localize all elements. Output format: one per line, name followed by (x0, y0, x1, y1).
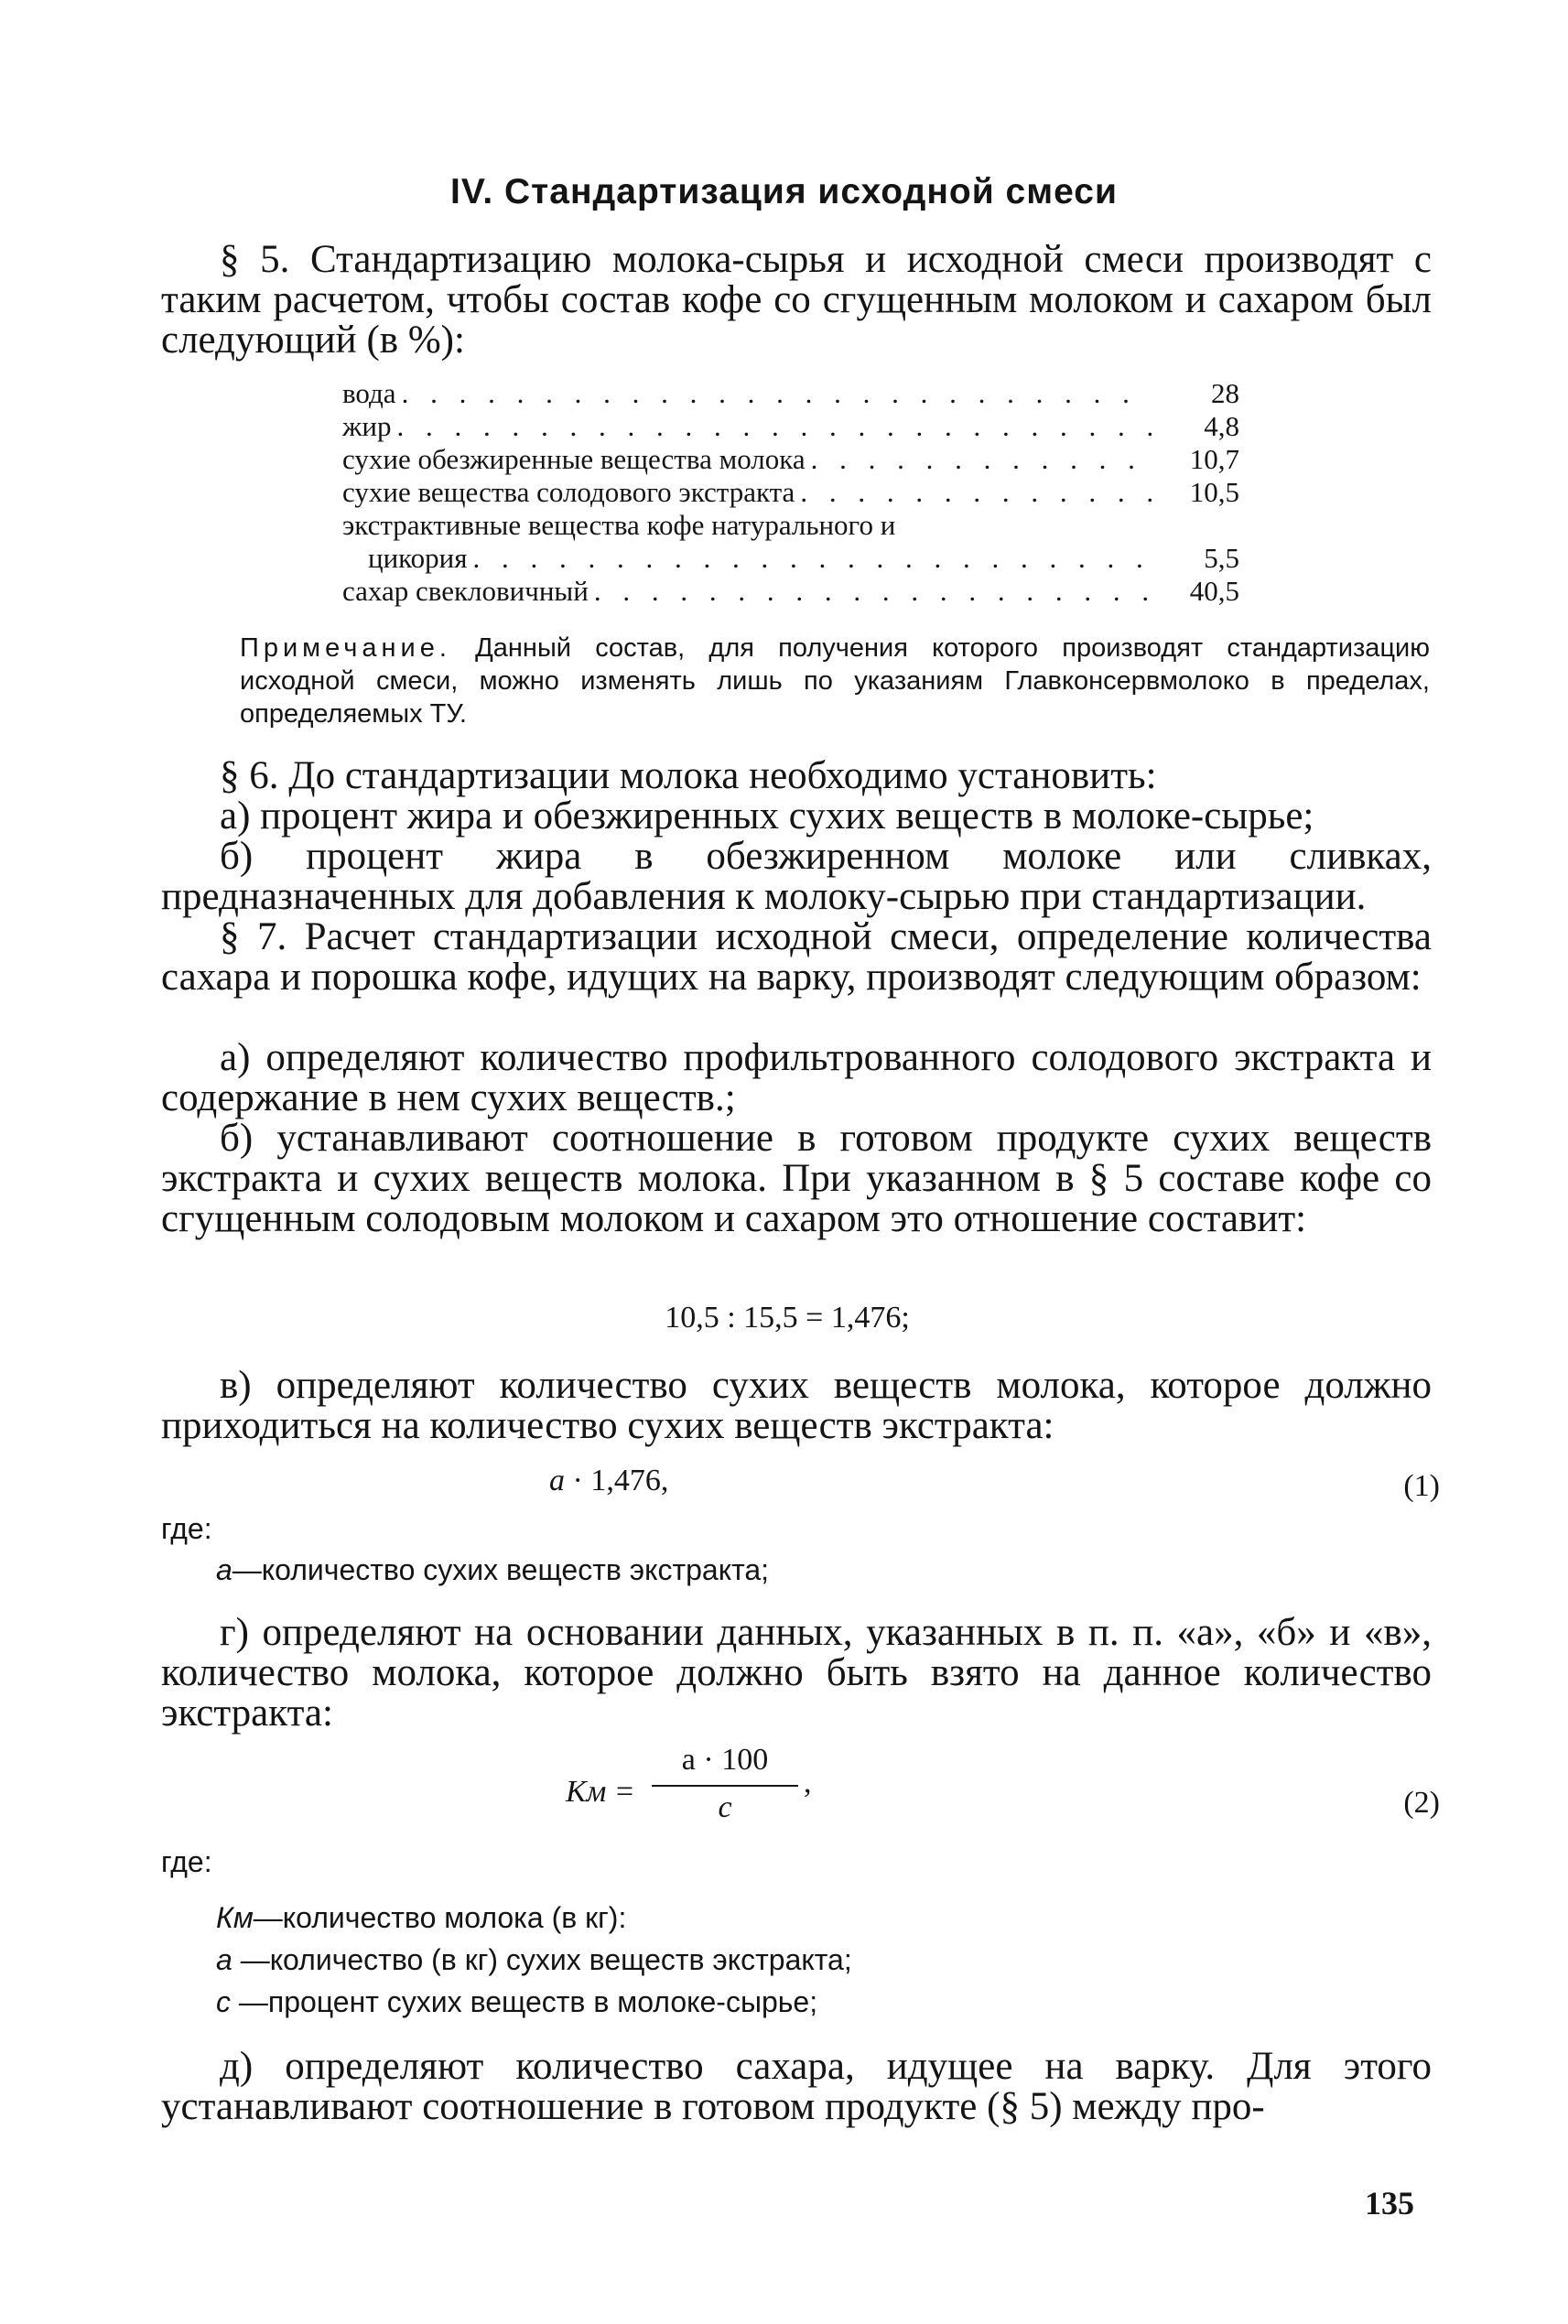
definition-4-variable: c (216, 1985, 231, 2018)
dot-leader (811, 443, 1152, 476)
definition-3-text: —количество (в кг) сухих веществ экстракта; (232, 1943, 852, 1976)
dot-leader (473, 542, 1152, 575)
where-label-2: где: (161, 1845, 212, 1878)
equation-number-2: (2) (1403, 1786, 1440, 1820)
definition-4-text: —процент сухих веществ в молоке-сырье; (231, 1985, 818, 2018)
paragraph-7-item-g: г) определяют на основании данных, указанных в п. п. «а», «б» и «в», количество молока, которое должно быть взято на данное количество экстракта: (161, 1611, 1432, 1735)
composition-value: 5,5 (1204, 542, 1239, 574)
formula-2-lhs-text: Км = (566, 1775, 635, 1809)
formula-2-lhs (566, 1774, 635, 1811)
dot-leader (402, 377, 1152, 410)
paragraph-6: § 6. До стандартизации молока необходимо установить: (220, 754, 1157, 797)
composition-label: сахар свекловичный (342, 575, 589, 607)
composition-value: 10,5 (1189, 476, 1239, 508)
formula-2-denominator (652, 1790, 798, 1825)
composition-row (342, 377, 1239, 410)
composition-label: цикория (368, 542, 468, 574)
ratio-formula: 10,5 : 15,5 = 1,476; (665, 1301, 910, 1335)
paragraph-7-item-v: в) определяют количество сухих веществ молока, которое должно приходиться на количество сухих веществ экстракта: (161, 1364, 1432, 1447)
equation-number-1: (1) (1403, 1469, 1440, 1503)
paragraph-6-item-a: а) процент жира и обезжиренных сухих веществ в молоке-сырье; (220, 794, 1314, 838)
composition-row (342, 443, 1239, 476)
definition-3-variable: a (216, 1943, 232, 1976)
definition-4 (216, 1984, 1433, 2019)
note-label: Примечание. (240, 633, 451, 663)
composition-value: 28 (1211, 377, 1239, 409)
formula-1-variable: a (549, 1464, 565, 1497)
formula-2-numerator: a · 100 (681, 1743, 769, 1777)
paragraph-7-item-b: б) устанавливают соотношение в готовом продукте сухих веществ экстракта и сухих веществ молока. При указанном в § 5 составе кофе со сгущенным солодовым молоком и сахаром это отношение составит: (161, 1117, 1432, 1240)
paragraph-7: § 7. Расчет стандартизации исходной смеси, определение количества сахара и порошка кофе, идущих на варку, производят следующим образом: (161, 915, 1432, 999)
paragraph-6-item-b: б) процент жира в обезжиренном молоке или сливках, предназначенных для добавления к молоку-сырью при стандартизации. (161, 835, 1432, 918)
where-label: где: (161, 1512, 212, 1545)
dot-leader (594, 575, 1152, 608)
composition-row (342, 410, 1239, 443)
composition-table (342, 377, 1239, 608)
composition-value: 10,7 (1189, 443, 1239, 475)
definition-2 (216, 1900, 1433, 1935)
composition-row (342, 476, 1239, 509)
composition-row (342, 542, 1239, 575)
definition-1 (216, 1552, 1433, 1587)
composition-row (342, 509, 1239, 542)
definition-2-variable: Км (216, 1901, 254, 1934)
paragraph-7-item-d: д) определяют количество сахара, идущее на варку. Для этого устанавливают соотношение в готовом продукте (§ 5) между про- (161, 2045, 1432, 2128)
paragraph-7-item-a: а) определяют количество профильтрованного солодового экстракта и содержание в нем сухих веществ.; (161, 1036, 1432, 1119)
dot-leader (397, 410, 1152, 443)
fraction-line (652, 1785, 798, 1787)
composition-label: жир (342, 410, 392, 442)
note (240, 632, 1430, 730)
composition-label: экстрактивные вещества кофе натурального и (342, 509, 896, 541)
composition-label: сухие обезжиренные вещества молока (342, 443, 806, 475)
section-heading: IV. Стандартизация исходной смеси (450, 172, 1118, 211)
formula-2-denominator-text: c (718, 1790, 732, 1824)
page-number: 135 (1365, 2185, 1414, 2221)
composition-label: сухие вещества солодового экстракта (342, 476, 795, 508)
paragraph-5: § 5. Стандартизацию молока-сырья и исходной смеси производят с таким расчетом, чтобы состав кофе со сгущенным молоком и сахаром был следующий (в %): (161, 238, 1432, 362)
definition-1-variable: a (216, 1553, 232, 1586)
formula-1-expression: · 1,476, (565, 1464, 669, 1497)
definition-1-text: —количество сухих веществ экстракта; (232, 1553, 770, 1586)
composition-label: вода (342, 377, 396, 409)
note-text: Данный состав, для получения которого производят стандартизацию исходной смеси, можно изменять лишь по указаниям Главконсервмолоко в пределах, определяемых ТУ. (240, 633, 1430, 729)
composition-row (342, 575, 1239, 608)
composition-value: 40,5 (1189, 575, 1239, 607)
dot-leader (800, 476, 1152, 509)
definition-3 (216, 1942, 1433, 1977)
formula-1 (549, 1463, 668, 1499)
definition-2-text: —количество молока (в кг): (253, 1901, 627, 1934)
composition-value: 4,8 (1204, 410, 1239, 442)
formula-2-comma: , (804, 1766, 812, 1800)
